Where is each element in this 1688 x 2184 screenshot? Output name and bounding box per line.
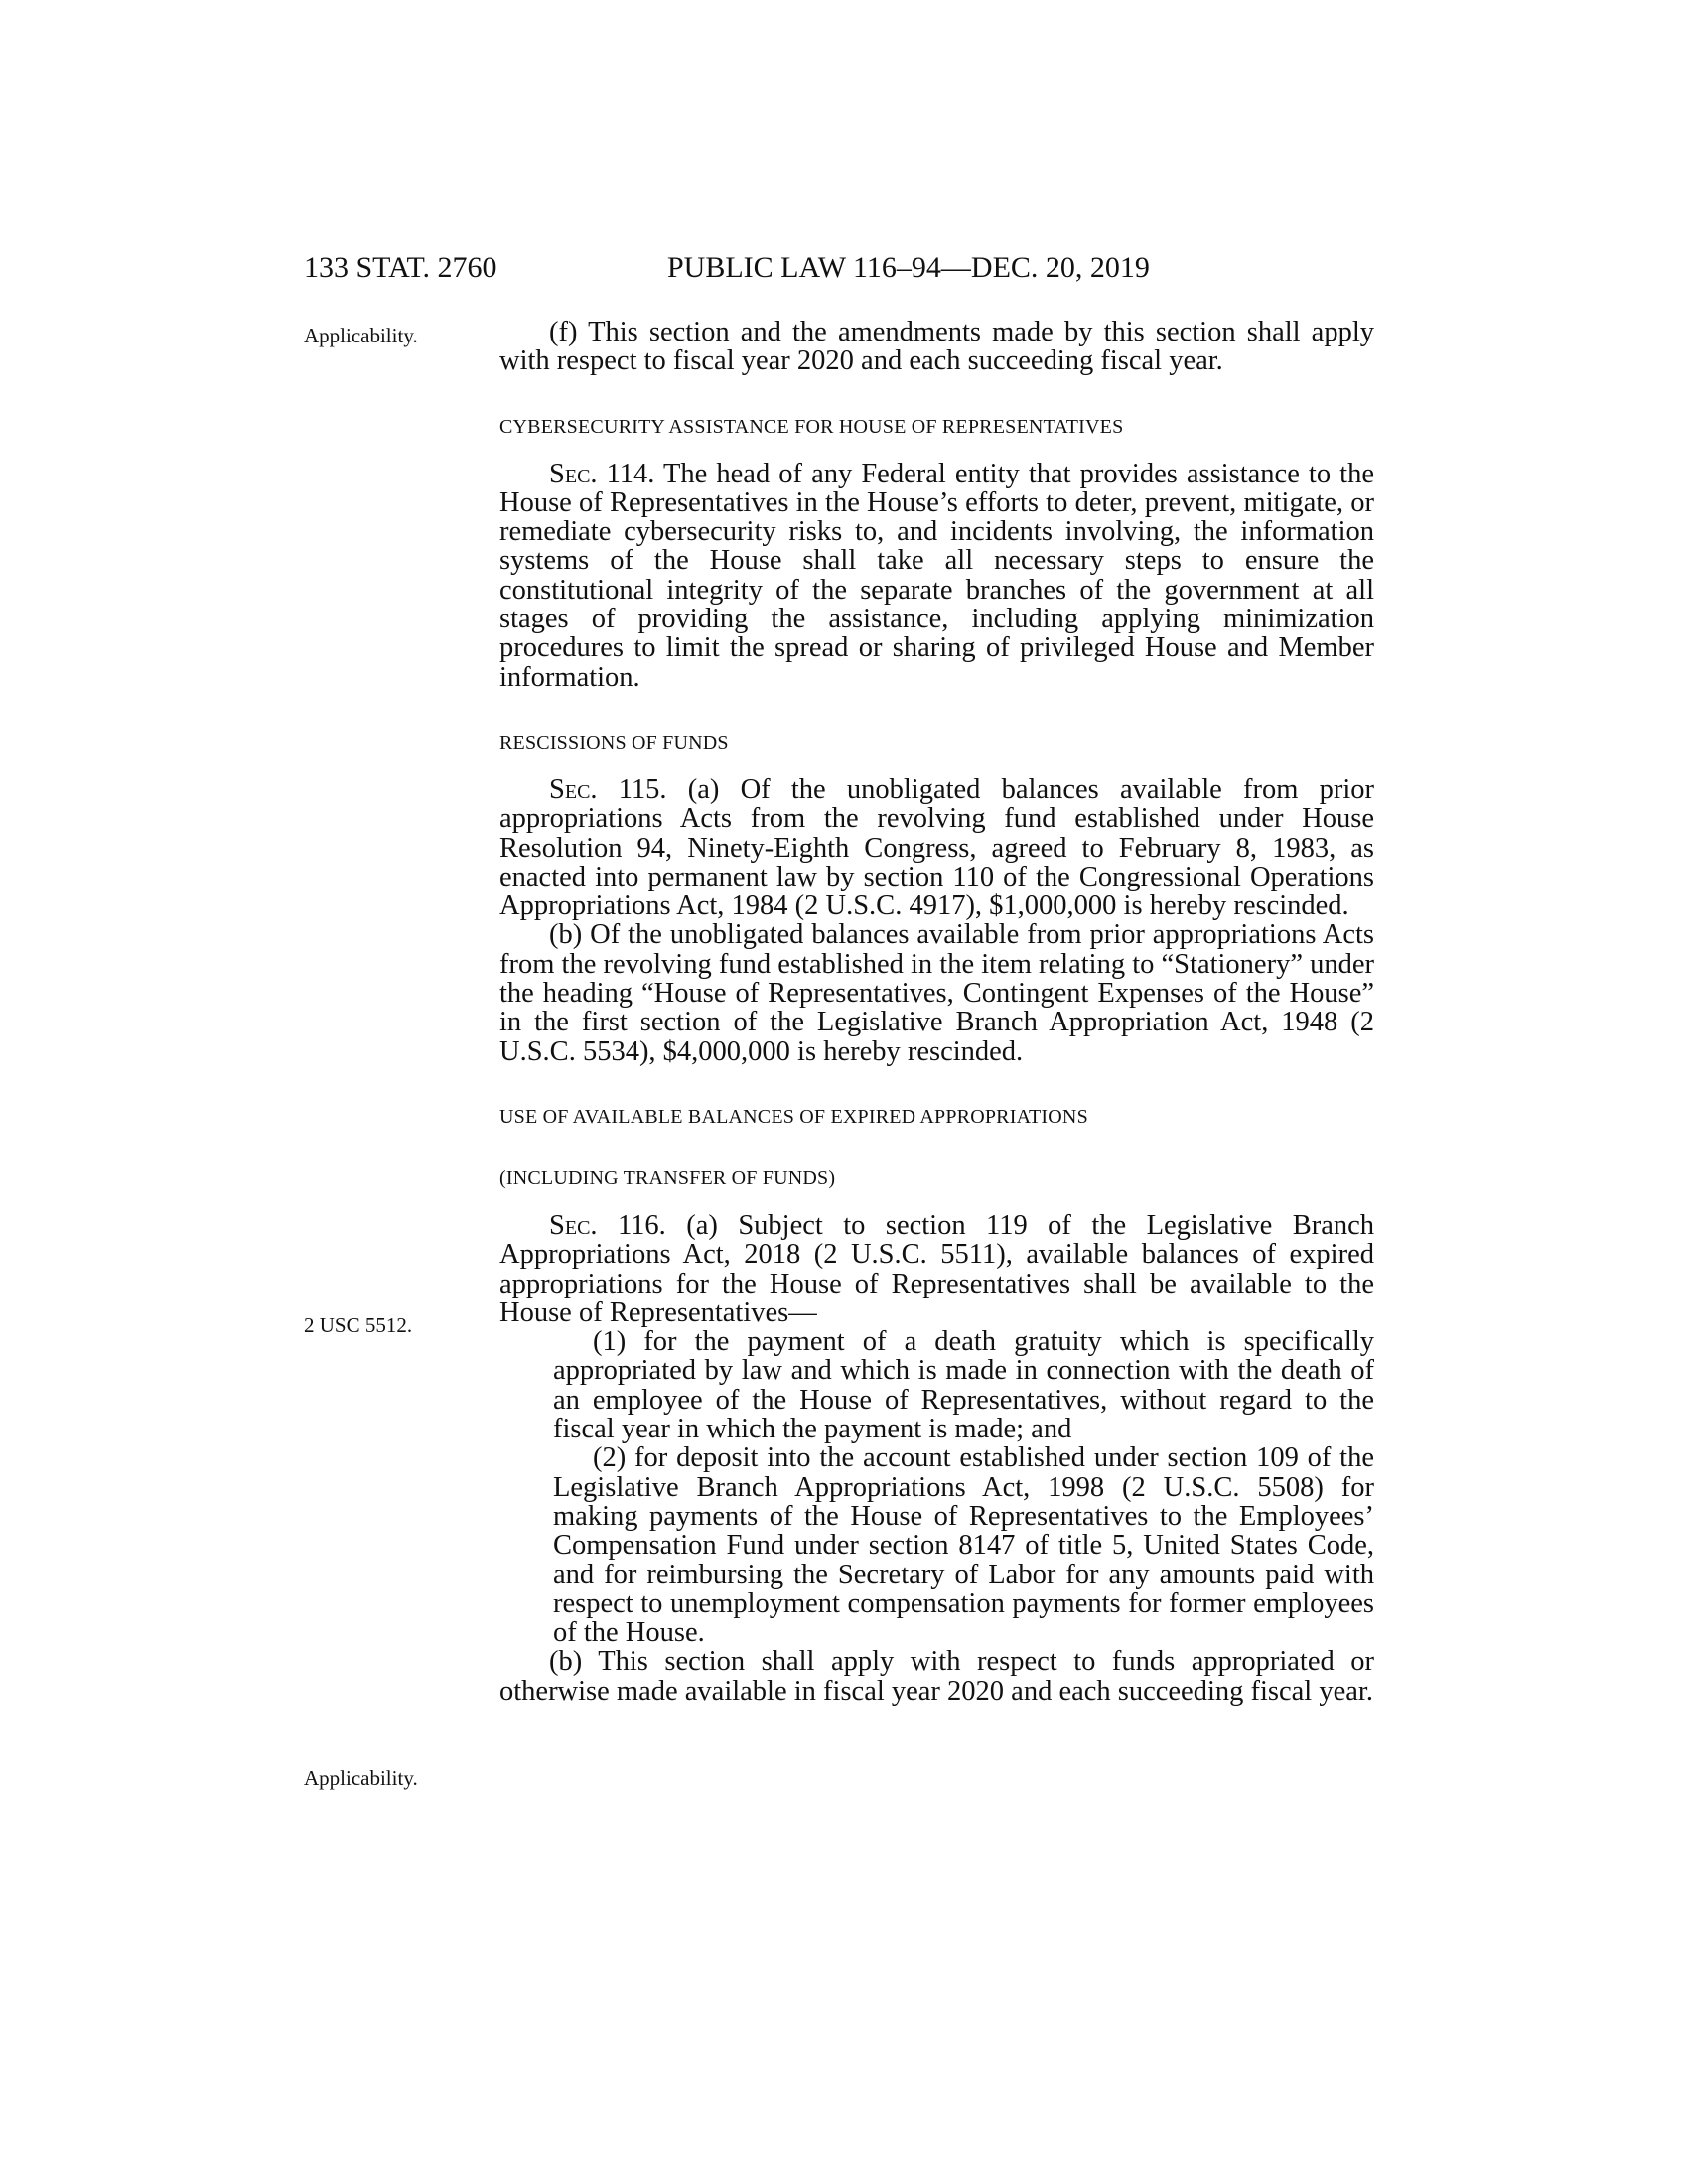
section-text: The head of any Federal entity that provides assistance to the House of Representatives in the House’s efforts to deter, prevent, mitigate, or remediate cybersecurity risks to, and incidents involving, the information systems of the House shall take all necessary steps to ensure the constitutional integrity of the separate branches of the government at all stages of providing the assistance, including applying minimization procedures to limit the spread or sharing of privileged House and Member information. bbox=[499, 458, 1374, 693]
section-heading-115: RESCISSIONS OF FUNDS bbox=[499, 731, 729, 753]
section-116-a bbox=[499, 1211, 1374, 1327]
section-label: Sec. 114. bbox=[549, 458, 655, 489]
section-heading-116: USE OF AVAILABLE BALANCES OF EXPIRED APPROPRIATIONS bbox=[499, 1105, 1088, 1128]
section-114 bbox=[499, 460, 1374, 692]
section-116-b: (b) This section shall apply with respect to funds appropriated or otherwise made available in fiscal year 2020 and each succeeding fiscal year. bbox=[499, 1646, 1374, 1706]
margin-note-applicability: Applicability. bbox=[304, 324, 418, 347]
public-law-title: PUBLIC LAW 116–94—DEC. 20, 2019 bbox=[667, 251, 1150, 284]
statute-page-number: 133 STAT. 2760 bbox=[304, 251, 497, 284]
section-text: (a) Of the unobligated balances available from prior appropriations Acts from the revolving fund established under House Resolution 94, Ninety-Eighth Congress, agreed to February 8, 1983, as enacted into permanent law by section 110 of the Congressional Operations Appropriations Act, 1984 (2 U.S.C. 4917), $1,000,000 is hereby rescinded. bbox=[499, 773, 1374, 922]
document-body bbox=[499, 318, 1374, 1706]
section-label: Sec. 115. bbox=[549, 773, 667, 805]
section-116-a-1: (1) for the payment of a death gratuity which is specifically appropriated by law and which is made in connection with the death of an employee of the House of Representatives, without regard to the fiscal year in which the payment is made; and bbox=[553, 1326, 1374, 1445]
section-text: (a) Subject to section 119 of the Legislative Branch Appropriations Act, 2018 (2 U.S.C. 5511), available balances of expired appropriations for the House of Representatives shall be available to the House of Representatives— bbox=[499, 1209, 1374, 1328]
margin-note-applicability: Applicability. bbox=[304, 1766, 418, 1790]
section-subheading-116: (INCLUDING TRANSFER OF FUNDS) bbox=[499, 1166, 836, 1189]
margin-note-usc: 2 USC 5512. bbox=[304, 1313, 413, 1337]
paragraph-f: (f) This section and the amendments made by this section shall apply with respect to fiscal year 2020 and each succeeding fiscal year. bbox=[499, 317, 1374, 377]
section-115-a bbox=[499, 775, 1374, 920]
section-116-a-2: (2) for deposit into the account established under section 109 of the Legislative Branch Appropriations Act, 1998 (2 U.S.C. 5508) for making payments of the House of Representatives to the Employees’ Compensation Fund under section 8147 of title 5, United States Code, and for reimbursing the Secretary of Labor for any amounts paid with respect to unemployment compensation payments for former employees of the House. bbox=[553, 1442, 1374, 1649]
section-heading-114: CYBERSECURITY ASSISTANCE FOR HOUSE OF REPRESENTATIVES bbox=[499, 415, 1124, 438]
section-115-b: (b) Of the unobligated balances available from prior appropriations Acts from the revolving fund established in the item relating to “Stationery” under the heading “House of Representatives, Contingent Expenses of the House” in the first section of the Legislative Branch Appropriation Act, 1948 (2 U.S.C. 5534), $4,000,000 is hereby rescinded. bbox=[499, 919, 1374, 1067]
section-label: Sec. 116. bbox=[549, 1209, 666, 1241]
